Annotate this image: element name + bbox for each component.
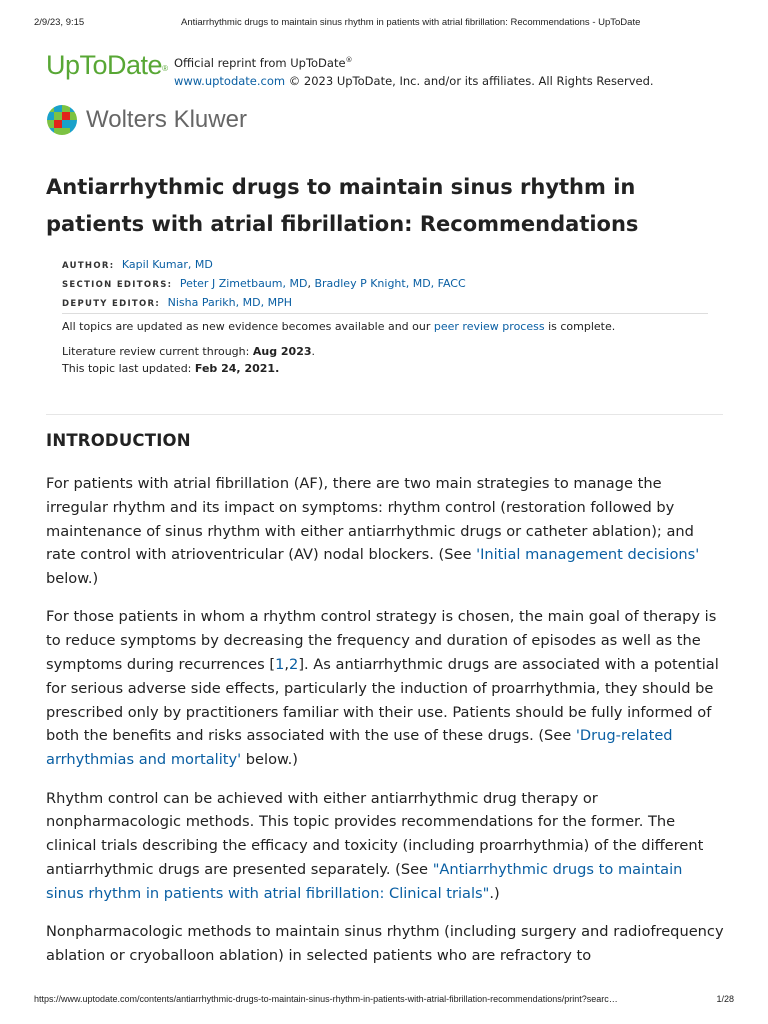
wolters-kluwer-globe-icon	[46, 104, 78, 136]
uptodate-logo-registered-mark: ®	[162, 64, 168, 73]
author-label: AUTHOR:	[62, 261, 115, 271]
uptodate-logo[interactable]	[46, 50, 167, 80]
reprint-notice	[174, 51, 654, 90]
reference-link-1[interactable]: 1	[275, 656, 285, 674]
uptodate-logo-text: UpToDate	[46, 50, 163, 80]
deputy-editor-label: DEPUTY EDITOR:	[62, 299, 161, 309]
reference-link-2[interactable]: 2	[289, 656, 299, 674]
section-editor-link-2[interactable]: Bradley P Knight, MD, FACC	[314, 277, 466, 290]
initial-management-link[interactable]: 'Initial management decisions'	[476, 546, 700, 564]
page-number: 1/28	[716, 994, 734, 1004]
paragraph: Rhythm control can be achieved with either antiarrhythmic drug therapy or nonpharmacologic methods. This topic provides recommendations for the former. The clinical trials describing the efficacy and toxicity (including proarrhythmia) of the different antiarrhythmic drugs are presented separately. (See "Antiarrhythmic drugs to maintain sinus rhythm in patients with atrial fibrillation: Clinical trials".)	[46, 789, 704, 902]
divider	[46, 414, 723, 415]
copyright-text: © 2023 UpToDate, Inc. and/or its affiliates. All Rights Reserved.	[288, 73, 654, 88]
reprint-line: Official reprint from UpToDate	[174, 55, 346, 70]
section-editors-row: SECTION EDITORS: Peter J Zimetbaum, MD, Bradley P Knight, MD, FACC	[62, 277, 466, 290]
paragraph: For those patients in whom a rhythm control strategy is chosen, the main goal of therapy is to reduce symptoms by decreasing the frequency and duration of episodes as well as the symptoms during recurrences [1,2]. As antiarrhythmic drugs are associated with a potential for serious adverse side effects, particularly the induction of proarrhythmia, they should be prescribed only by practitioners familiar with their use. Patients should be fully informed of both the benefits and risks associated with the use of these drugs. (See 'Drug-related arrhythmias and mortality' below.)	[46, 608, 719, 769]
print-page-title: Antiarrhythmic drugs to maintain sinus rhythm in patients with atrial fibrillation: Recommendations - UpToDate	[181, 17, 641, 28]
reprint-registered-mark: ®	[345, 56, 353, 64]
drug-related-arrhythmias-link[interactable]: 'Drug-related arrhythmias and mortality'	[46, 727, 673, 769]
review-dates: Literature review current through: Aug 2023. This topic last updated: Feb 24, 2021.	[62, 345, 316, 375]
article-body	[46, 472, 724, 982]
paragraph: Nonpharmacologic methods to maintain sinus rhythm (including surgery and radiofrequency ablation or cryoballoon ablation) in selected patients who are refractory to	[46, 923, 724, 964]
update-note: All topics are updated as new evidence becomes available and our peer review process is complete.	[62, 320, 616, 333]
article-title: Antiarrhythmic drugs to maintain sinus rhythm in patients with atrial fibrillation: Recommendations	[46, 175, 639, 236]
section-editors-label: SECTION EDITORS:	[62, 280, 173, 290]
contributors	[62, 256, 466, 313]
print-timestamp: 2/9/23, 9:15	[34, 17, 85, 28]
last-updated-label: This topic last updated:	[62, 362, 195, 375]
deputy-editor-link[interactable]: Nisha Parikh, MD, MPH	[167, 296, 292, 309]
section-heading: INTRODUCTION	[46, 431, 191, 450]
print-url: https://www.uptodate.com/contents/antiarrhythmic-drugs-to-maintain-sinus-rhythm-in-patients-with-atrial-fibrillation-recommendations/print?searc…	[34, 994, 618, 1004]
clinical-trials-link[interactable]: "Antiarrhythmic drugs to maintain sinus rhythm in patients with atrial fibrillation: Clinical trials"	[46, 860, 683, 902]
peer-review-link[interactable]: peer review process	[433, 320, 545, 333]
lit-review-value: Aug 2023	[252, 345, 312, 358]
last-updated-value: Feb 24, 2021	[194, 362, 276, 375]
uptodate-site-link[interactable]: www.uptodate.com	[174, 73, 286, 88]
section-editor-link-1[interactable]: Peter J Zimetbaum, MD	[179, 277, 308, 290]
lit-review-label: Literature review current through:	[62, 345, 253, 358]
publisher-name: Wolters Kluwer	[86, 106, 247, 133]
paragraph: For patients with atrial fibrillation (AF), there are two main strategies to manage the irregular rhythm and its impact on symptoms: rhythm control (restoration followed by maintenance of sinus rhythm with either antiarrhythmic drugs or catheter ablation); and rate control with atrioventricular (AV) nodal blockers. (See 'Initial management decisions' below.)	[46, 475, 700, 588]
deputy-editor-row	[62, 294, 466, 313]
divider	[62, 313, 708, 314]
author-row	[62, 256, 466, 275]
author-link[interactable]: Kapil Kumar, MD	[121, 258, 213, 271]
